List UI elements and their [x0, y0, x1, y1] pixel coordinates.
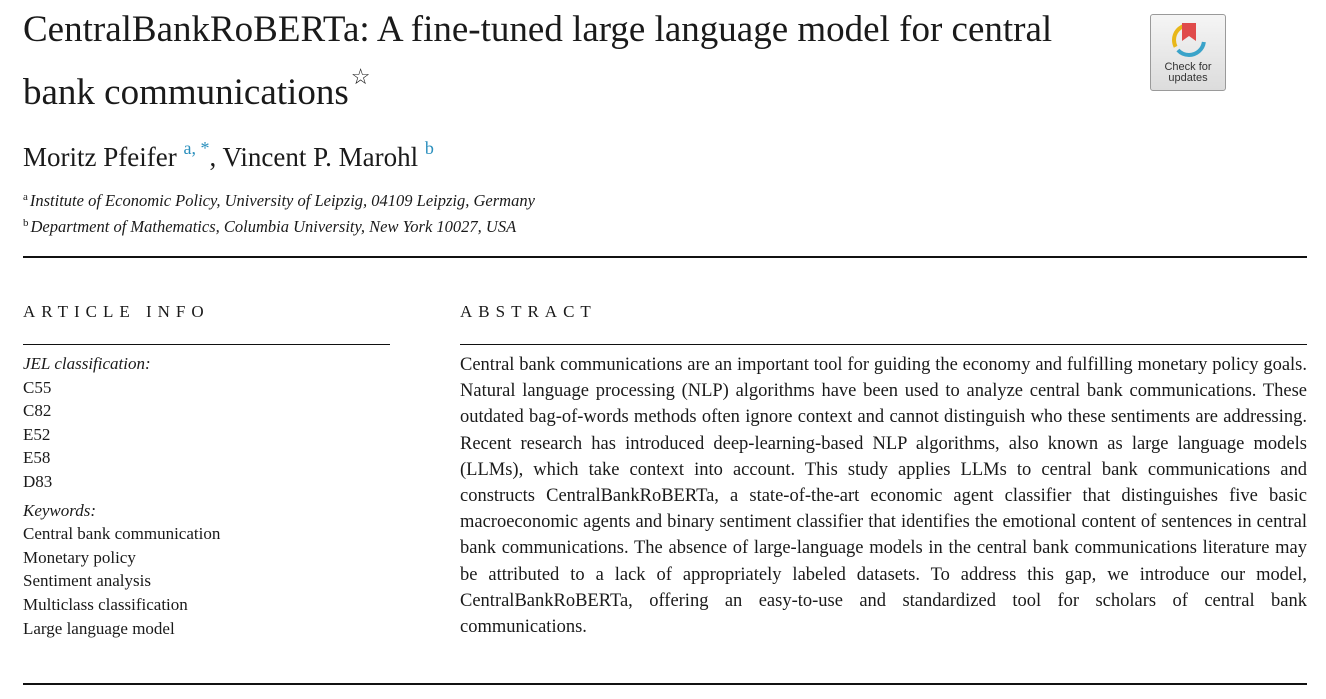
- crossmark-icon: [1170, 19, 1208, 59]
- article-info-heading: ARTICLE INFO: [23, 302, 210, 321]
- title-footnote-star[interactable]: ☆: [350, 64, 371, 89]
- keyword: Multiclass classification: [23, 594, 188, 614]
- keyword: Sentiment analysis: [23, 571, 151, 591]
- badge-line2: updates: [1168, 72, 1208, 84]
- jel-code: E52: [23, 424, 51, 444]
- article-info-section: [23, 352, 220, 640]
- affiliation-item: [23, 186, 535, 212]
- author-name: Moritz Pfeifer: [23, 142, 177, 172]
- keyword: Central bank communication: [23, 524, 221, 544]
- check-for-updates-badge[interactable]: [1150, 14, 1226, 91]
- affiliations: [23, 186, 535, 238]
- keyword: Monetary policy: [23, 547, 136, 567]
- author-affiliation-link[interactable]: b: [424, 138, 434, 158]
- jel-code: E58: [23, 448, 51, 468]
- abstract-text: Central bank communications are an important tool for guiding the economy and fulfilling monetary policy goals. Natural language processing (NLP) algorithms have been used to analyze central bank communications. These outdated bag-of-words methods often ignore context and cannot distinguish who these sentiments are addressing. Recent research has introduced deep-learning-based NLP algorithms, also known as large language models (LLMs), which take context into account. This study applies LLMs to central bank communications and constructs CentralBankRoBERTa, a state-of-the-art economic agent classifier that distinguishes five basic macroeconomic agents and binary sentiment classifier that identifies the emotional content of sentences in central bank communications. The absence of large-language models in the central bank communications literature may be attributed to a lack of appropriately labeled datasets. To address this gap, we introduce our model, CentralBankRoBERTa, offering an easy-to-use and standardized tool for scholars of central bank communications.: [460, 355, 1307, 638]
- jel-code: D83: [23, 471, 53, 491]
- author-name: Vincent P. Marohl: [222, 142, 419, 172]
- keyword-list: [23, 522, 220, 640]
- header-divider: [23, 256, 1307, 258]
- jel-label: JEL classification:: [23, 354, 151, 373]
- jel-code-list: [23, 376, 220, 494]
- affiliation-mark: b: [23, 217, 29, 229]
- jel-code: C82: [23, 401, 52, 421]
- jel-code: C55: [23, 377, 52, 397]
- affiliation-text: Department of Mathematics, Columbia University, New York 10027, USA: [30, 217, 517, 236]
- paper-title: [23, 6, 1103, 116]
- keywords-label: Keywords:: [23, 500, 97, 520]
- affiliation-mark: a: [23, 191, 28, 203]
- title-text: CentralBankRoBERTa: A fine-tuned large language model for central bank communications: [23, 9, 1053, 113]
- affiliation-text: Institute of Economic Policy, University of Leipzig, 04109 Leipzig, Germany: [29, 191, 535, 210]
- keyword: Large language model: [23, 618, 175, 638]
- abstract-divider: [460, 344, 1307, 345]
- badge-text: [1151, 62, 1225, 84]
- abstract-heading: ABSTRACT: [460, 302, 597, 321]
- badge-line1: Check for: [1164, 61, 1212, 73]
- footer-divider: [23, 683, 1307, 685]
- article-info-divider: [23, 344, 390, 345]
- author-list: Moritz Pfeifer $^{a, *}$, Vincent P. Marohl $^b$: [23, 138, 434, 172]
- affiliation-item: [23, 212, 535, 238]
- author-affiliation-link[interactable]: a, *: [183, 138, 210, 158]
